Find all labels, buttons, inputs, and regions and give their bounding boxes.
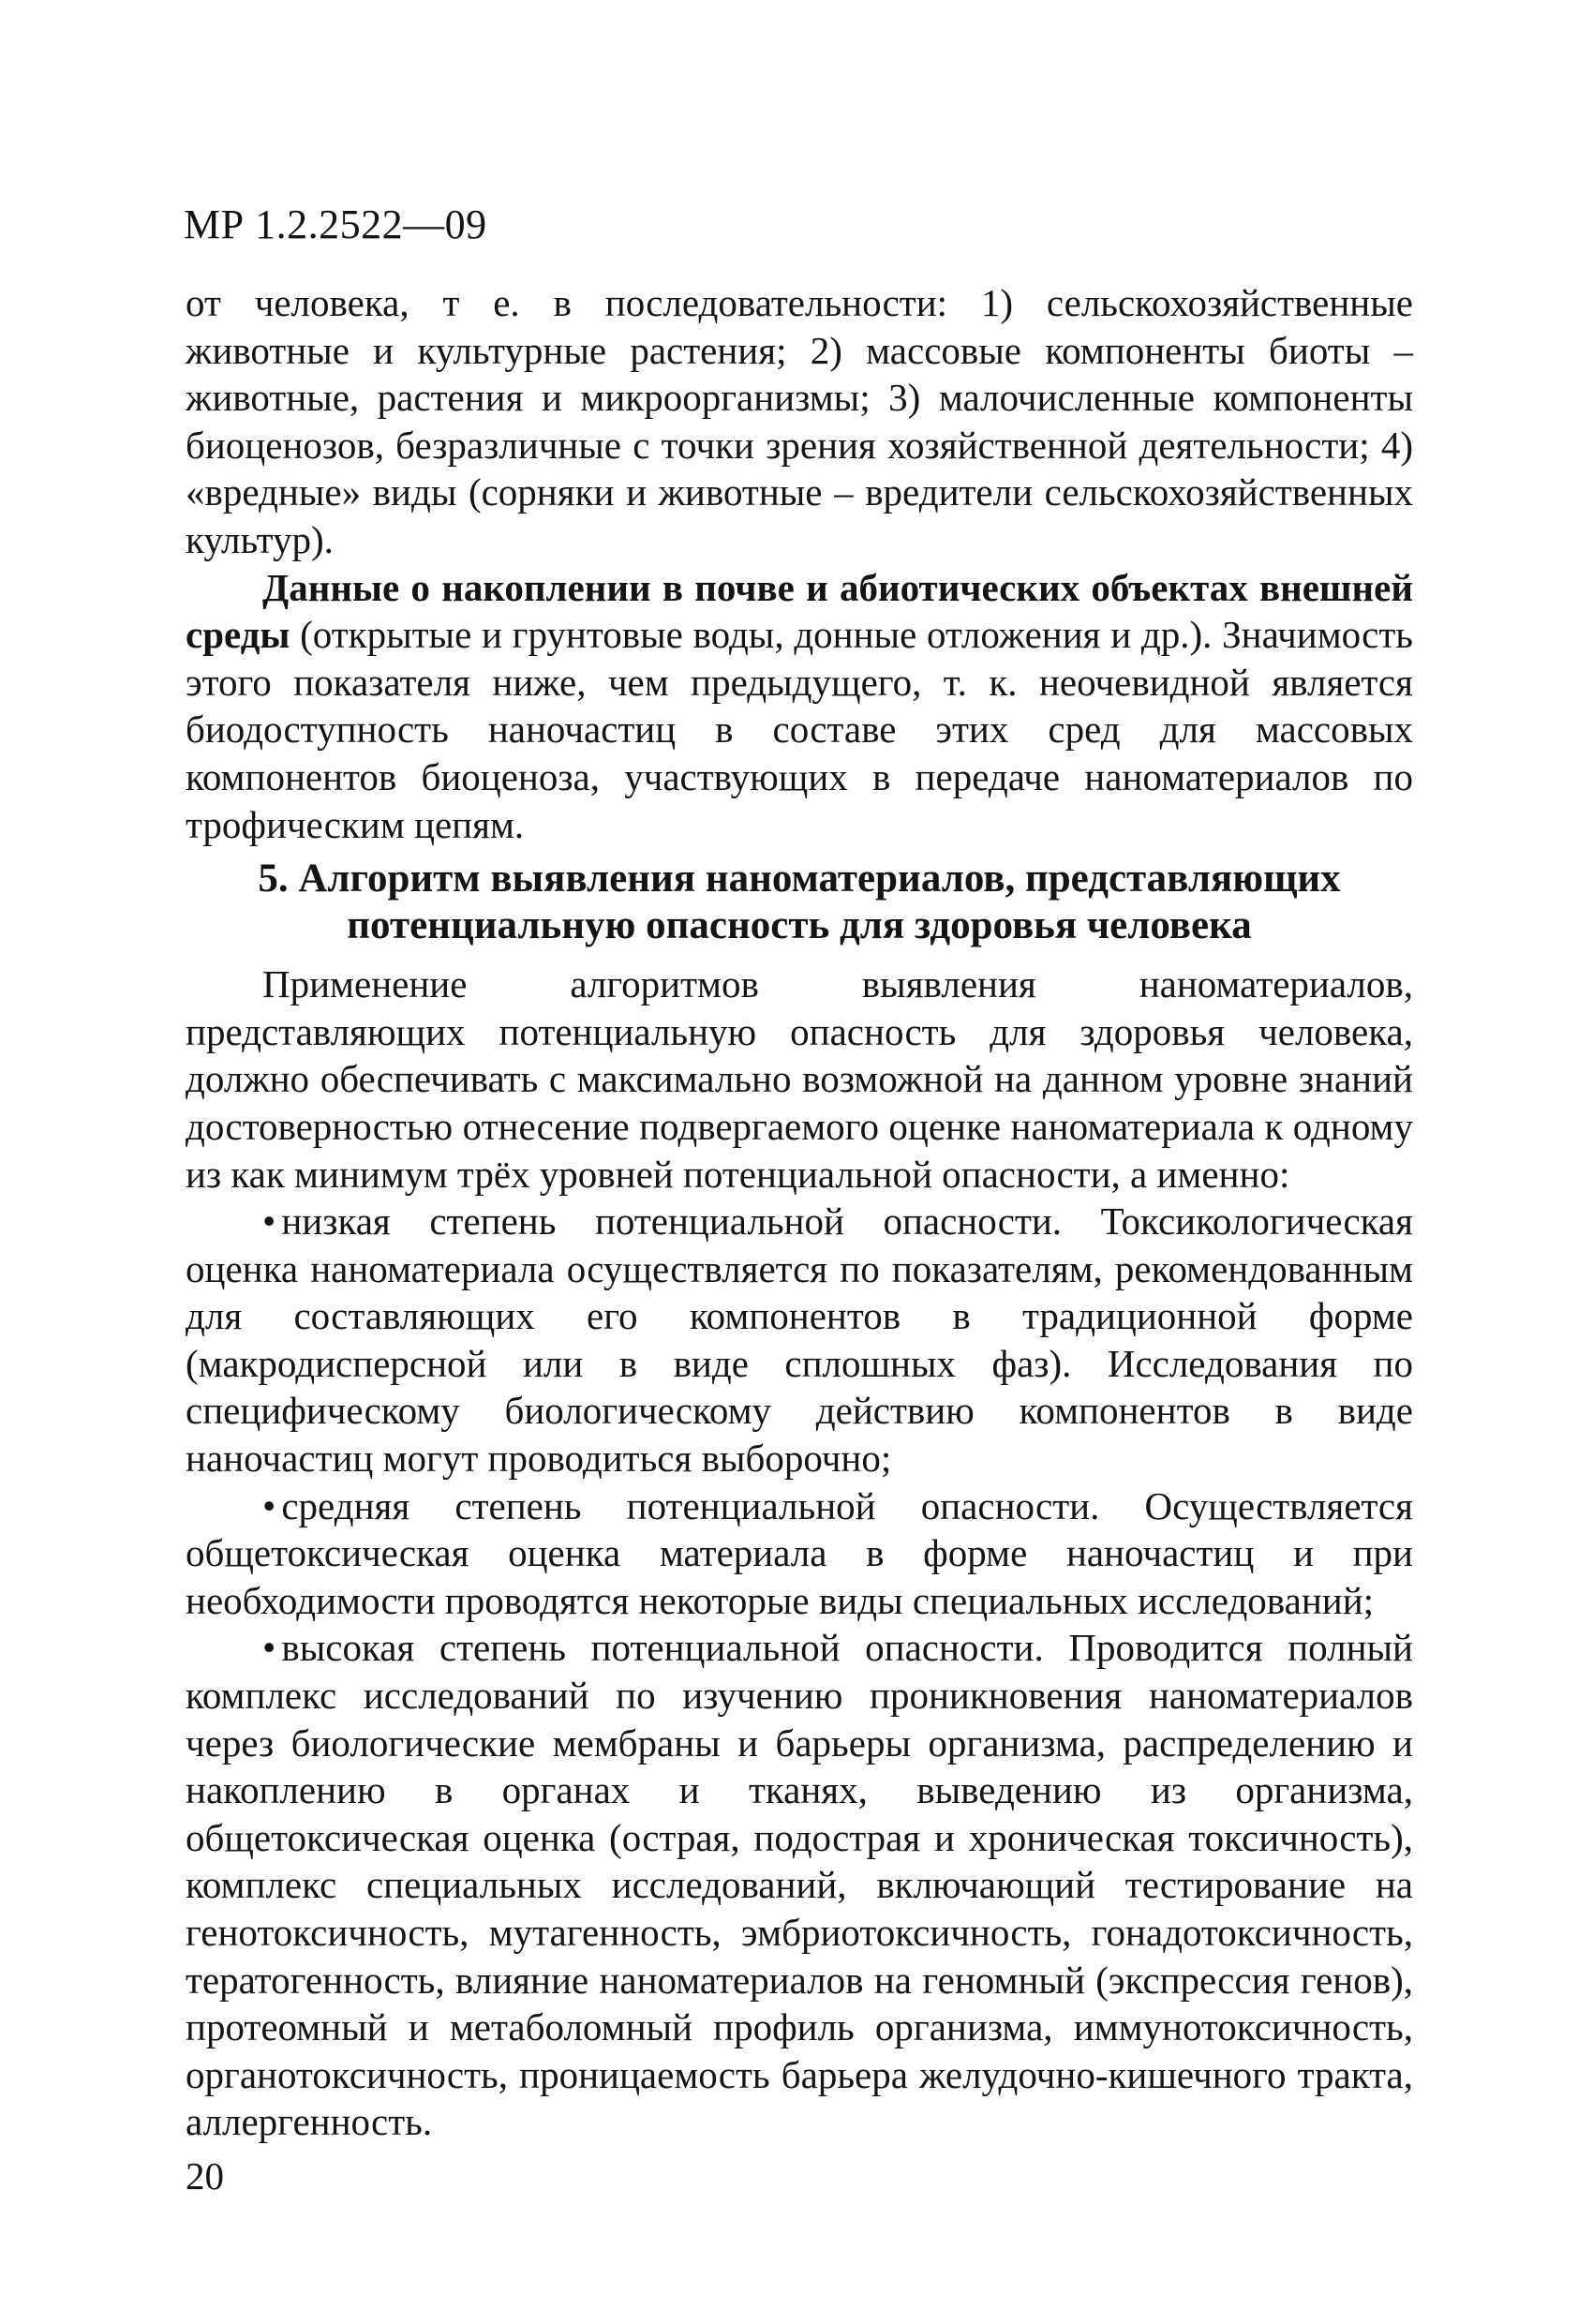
document-code-header: МР 1.2.2522—09: [184, 201, 487, 247]
bullet-text: средняя степень потенциальной опасности. Осуществляется общетоксическая оценка материала в форме наночастиц и при необходимости проводятся некоторые виды специальных исследований;: [186, 1483, 1413, 1622]
bullet-item-low-hazard: [186, 1198, 1413, 1482]
bullet-text: высокая степень потенциальной опасности. Проводится полный комплекс исследований по изучению проникновения наноматериалов через биологические мембраны и барьеры организма, распределению и накоплению в органах и тканях, выведению из организма, общетоксическая оценка (острая, подострая и хроническая токсичность), комплекс специальных исследований, включающий тестирование на генотоксичность, мутагенность, эмбриотоксичность, гонадотоксичность, тератогенность, влияние наноматериалов на геномный (экспрессия генов), протеомный и метаболомный профиль организма, иммунотоксичность, органотоксичность, проницаемость барьера желудочно-кишечного тракта, аллергенность.: [186, 1626, 1413, 2144]
bullet-item-medium-hazard: [186, 1482, 1413, 1625]
section-heading: 5. Алгоритм выявления наноматериалов, представляющих потенциальную опасность для здоровья человека: [258, 857, 1341, 948]
bullet-marker: •: [262, 1483, 276, 1527]
paragraph-lead-bold: Данные о накоплении в почве и абиотических объектах внешней среды: [186, 565, 1413, 657]
page-body: [186, 279, 1413, 2146]
bullet-marker: •: [262, 1626, 276, 1670]
paragraph-algorithm-intro: Применение алгоритмов выявления наноматериалов, представляющих потенциальную опасность для здоровья человека, должно обеспечивать с максимально возможной на данном уровне знаний достоверностью отнесение подвергаемого оценке наноматериала к одному из как минимум трёх уровней потенциальной опасности, а именно:: [186, 962, 1413, 1196]
paragraph-body-text: (открытые и грунтовые воды, донные отложения и др.). Значимость этого показателя ниже, чем предыдущего, т. к. неочевидной является биодоступность наночастиц в составе этих сред для массовых компонентов биоценоза, участвующих в передаче наноматериалов по трофическим цепям.: [186, 613, 1413, 846]
paragraph-accumulation-data: [186, 564, 1413, 849]
bullet-item-high-hazard: [186, 1624, 1413, 2146]
bullet-marker: •: [262, 1199, 276, 1244]
paragraph-continuation: от человека, т е. в последовательности: 1) сельскохозяйственные животные и культурные растения; 2) массовые компоненты биоты – животные, растения и микроорганизмы; 3) малочисленные компоненты биоценозов, безразличные с точки зрения хозяйственной деятельности; 4) «вредные» виды (сорняки и животные – вредители сельскохозяйственных культур).: [186, 281, 1413, 561]
page-number: 20: [186, 2154, 224, 2197]
bullet-text: низкая степень потенциальной опасности. Токсикологическая оценка наноматериала осуществляется по показателям, рекомендованным для составляющих его компонентов в традиционной форме (макродисперсной или в виде сплошных фаз). Исследования по специфическому биологическому действию компонентов в виде наночастиц могут проводиться выборочно;: [186, 1199, 1413, 1481]
